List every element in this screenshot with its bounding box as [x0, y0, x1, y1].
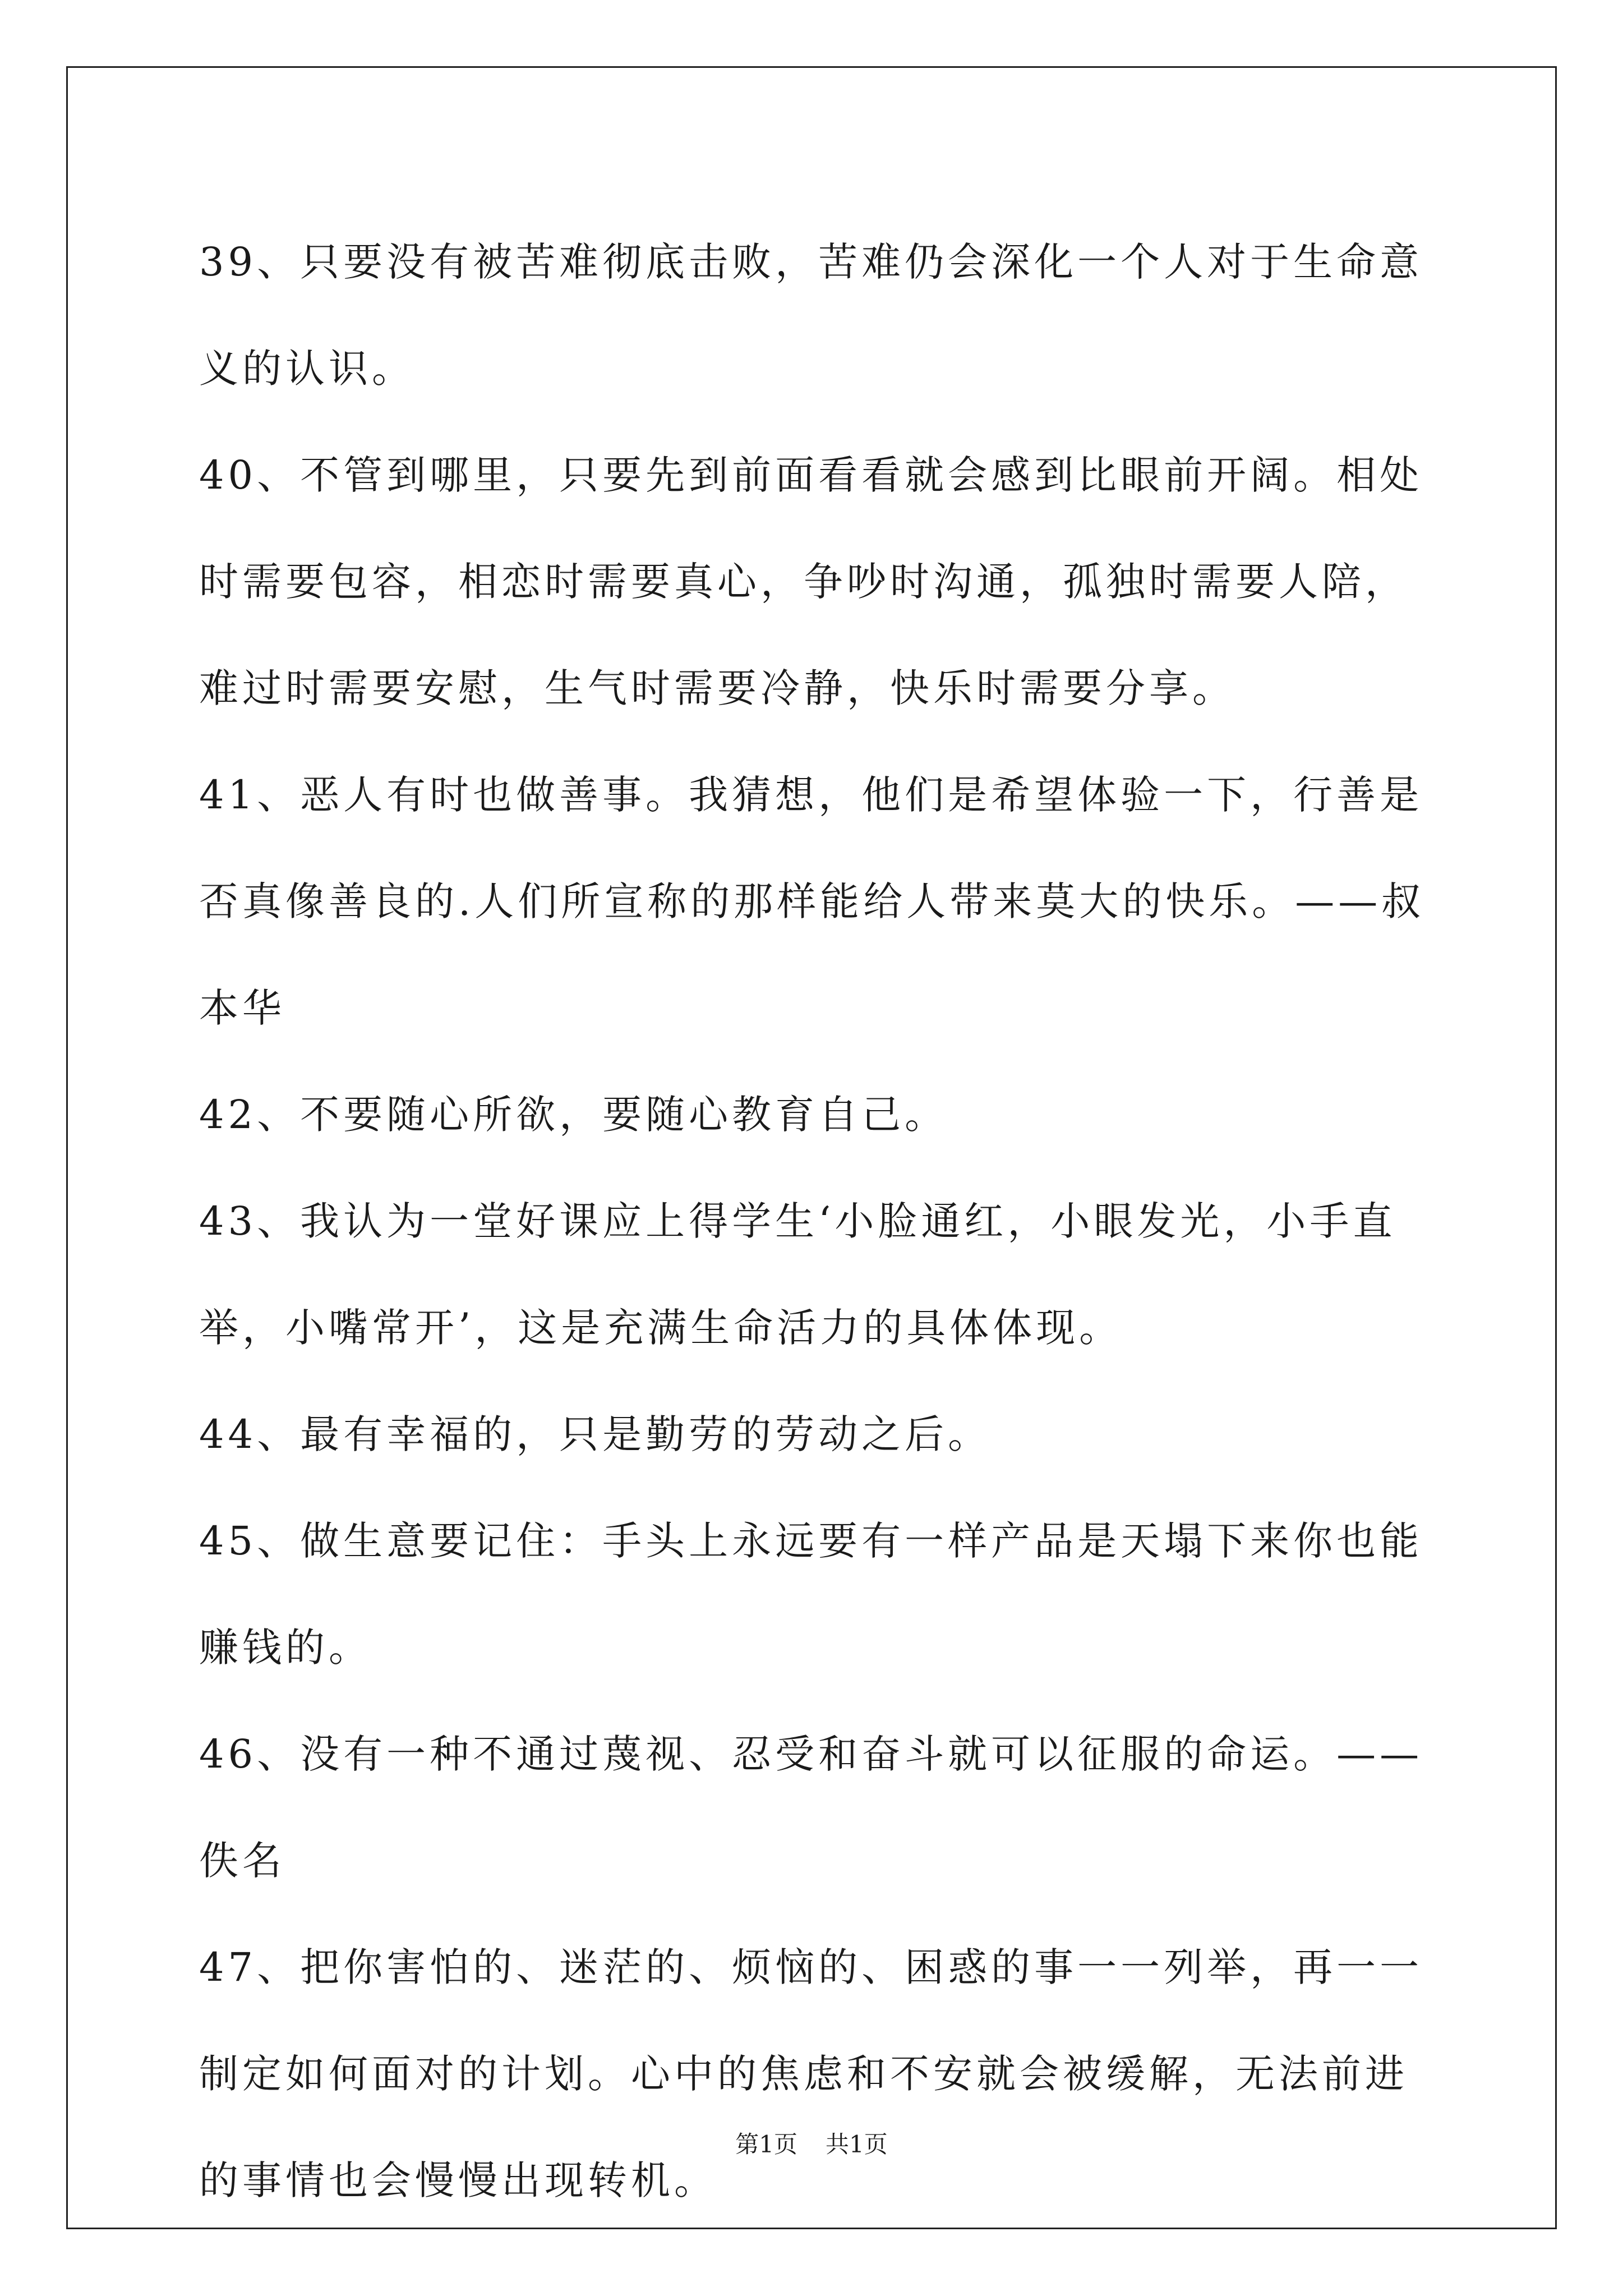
list-item: 44、最有幸福的，只是勤劳的劳动之后。 — [199, 1411, 992, 1457]
list-item: 43、我认为一堂好课应上得学生‘小脸通红，小眼发光，小手直举，小嘴常开’，这是充满生命活力的具体体现。 — [199, 1198, 1396, 1351]
document-body — [199, 209, 1433, 2234]
page-footer — [0, 2126, 1623, 2160]
list-item: 46、没有一种不通过蔑视、忍受和奋斗就可以征服的命运。——佚名 — [199, 1731, 1423, 1884]
list-item: 40、不管到哪里，只要先到前面看看就会感到比眼前开阔。相处时需要包容，相恋时需要真心，争吵时沟通，孤独时需要人陪，难过时需要安慰，生气时需要冷静，快乐时需要分享。 — [199, 452, 1423, 711]
page-number: 第1页 — [735, 2131, 797, 2158]
list-item: 41、恶人有时也做善事。我猜想，他们是希望体验一下，行善是否真像善良的.人们所宣称的那样能给人带来莫大的快乐。——叔本华 — [199, 772, 1425, 1031]
list-item: 47、把你害怕的、迷茫的、烦恼的、困惑的事一一列举，再一一制定如何面对的计划。心中的焦虑和不安就会被缓解，无法前进的事情也会慢慢出现转机。 — [199, 1944, 1423, 2203]
list-item: 39、只要没有被苦难彻底击败，苦难仍会深化一个人对于生命意义的认识。 — [199, 239, 1423, 392]
page-total: 共1页 — [826, 2131, 888, 2158]
list-item: 45、做生意要记住：手头上永远要有一样产品是天塌下来你也能赚钱的。 — [199, 1518, 1423, 1671]
list-item: 42、不要随心所欲，要随心教育自己。 — [199, 1092, 948, 1138]
